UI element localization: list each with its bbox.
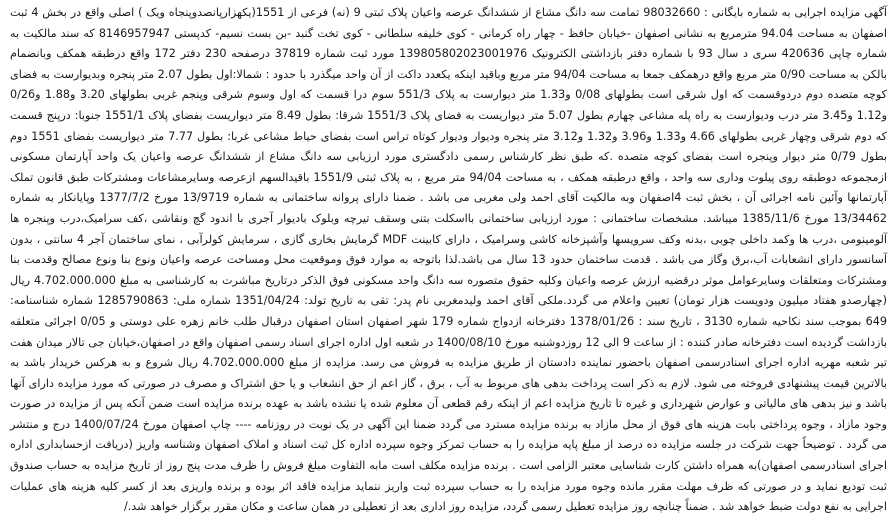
auction-notice-text: آگهی مزایده اجرایی به شماره بایگانی : 98032660 تمامت سه دانگ مشاع از ششدانگ عرصه واعیان پلاک ثبتی 9 (نه) فرعی از 1551(یکهزارپانصدوپنجاه ویک ) اصلی واقع در بخش 4 ثبت اصفهان به مساحت 94.04 مترمربع به نشانی اصفهان -خیابان حافظ - چهار راه کرمانی - کوی خلیفه سلطانی - کوی تخت گنبد -بن بست نسیم- کدپستی 8146957947 که سند مالکیت به شماره چاپی 420636 سری د سال 93 با شماره دفتر بازداشتی الکترونیک 139805802023001976 مورد ثبت شماره 37819 درصفحه 230 دفتر 172 واقع درطبقه همکف وبانضمام بالکن به مساحت 0/90 متر مربع واقع درهمکف جمعا به مساحت 94/04 متر مربع وباقید اینکه یکعدد داکت از آن واحد میگذرد با حدود : شمالا:اول بطول 2.07 متر پنجره وبدیوارست به فضای کوچه متصده دوم دردوقسمت که اول شرقی است بطولهای 0/08 و1.33 متر دیوارست به پلاک 551/3 سوم درا قسمت که اول وسوم شرقی وپنجم غربی بطولهای 3.20 و1.88 و0/26 و1.12 و3.45 متر درب ودیوارست به راه پله مشاعی چهارم بطول 5.07 متر دیواریست به فضای پلاک 1551/3 شرقا: بطول 8.49 متر دیواریست بفضای پلاک 1551/1 جنوبا: درپنج قسمت که دوم شرقی وچهار غربی بطولهای 4.66 و1.33 و3.96 و1.32 و3.12 متر پنجره ودیوار ودیوار کوتاه تراس است بفضای حیاط مشاعی غربا: بطول 7.77 متر دیواریست بفضای 1551 دوم بطول 0/79 متر دیوار وپنجره است بفضای کوچه متصده .که طبق نظر کارشناس رسمی دادگستری مورد ارزیابی سه دانگ مشاع از ششدانگ عرصه واعیان یک واحد آپارتمان مسکونی ازمجموعه دوطبقه روی پیلوت وداری سه واحد ، واقع درطبقه همکف ، به مساحت 94/04 متر مربع ، به پلاک ثبتی 1551/9 باقیدالسهم ازعرصه وسایرمشاعات ومشترکات طبق قانون تملک آپارتمانها وآئین نامه اجرائی آن ، بخش ثبت 4اصفهان وبه مالکیت آقای احمد ولی مغربی می باشد . ضمنا دارای پروانه ساختمانی به شماره 13/9719 مورخ 1377/7/2 وپایانکار به شماره 13/34462 مورخ 1385/11/6 میباشد. مشخصات ساختمانی : مورد ارزیابی ساختمانی بااسکلت بتنی وسقف تیرچه وبلوک بادیوار آجری با اندود گچ ونقاشی ،کف سرامیک،درب وپنجره ها آلومینومی ،درب ها وکمد داخلی چوبی ،بدنه وکف سرویسها وآشپزخانه کاشی وسرامیک ، دارای کابینت MDF گرمایش بخاری گازی ، سرمایش کولرآبی ، نمای ساختمان آجر 4 سانتی ، بدون آسانسور دارای انشعابات آب،برق وگاز می باشد . قدمت ساختمان حدود 13 سال می باشد.لذا باتوجه به موارد فوق وموقعیت محل ومساحت عرصه واعیان ونوع بنا ونوع مصالح وقدمت بنا ومشترکات ومتعلقات وسایرعوامل موثر درقضیه ارزش عرصه واعیان وکلیه حقوق متصوره سه دانگ واحد مسکونی فوق الذکر درتاریخ مباشرت به کارشناسی به مبلغ 4.702.000.000 ریال (چهارصدو هفتاد میلیون ودویست هزار تومان) تعیین واعلام می گردد.ملکی آقای احمد ولیدمغربی نام پدر: تقی به تاریخ تولد: 1351/04/24 شماره ملی: 1285790863 شماره شناسنامه: 649 بموجب سند نکاحیه شماره 3130 ، تاریخ سند : 1378/01/26 دفترخانه ازدواج شماره 179 شهر اصفهان استان اصفهان درقبال طلب خانم زهره علی دوستی و 0/05 اجرائی متعلقه بازداشت گردیده است دفترخانه صادر کننده : از ساعت 9 الی 12 روزدوشنبه مورخ 1400/08/10 در شعبه اول اداره اجرای اسناد رسمی اصفهان واقع در اصفهان،خیابان جی تالار میدان هفت تیر شعبه مهریه اداره اجرای اسنادرسمی اصفهان باحضور نماینده دادستان از طریق مزایده به فروش می رسد. مزایده از مبلغ 4.702.000.000 ریال شروع و به هرکس خریدار باشد به بالاترین قیمت پیشنهادی فروخته می شود. لازم به ذکر است پرداخت بدهی های مربوط به آب ، برق ، گاز اعم از حق انشعاب و یا حق اشتراک و مصرف در صورتی که مورد مزایده دارای آنها باشد و نیز بدهی های مالیاتی و عوارض شهرداری و غیره تا تاریخ مزایده اعم از اینکه رقم قطعی آن معلوم شده یا نشده باشد به عهده برنده مزایده است ضمن آنکه پس از مزایده در صورت وجود مازاد ، وجوه پرداختی بابت هزینه های فوق از محل مازاد به برنده مزایده مسترد می گردد ضمنا این آگهی در یک نوبت در روزنامه ---- چاپ اصفهان مورخ 1400/07/24 درج و منتشر می گردد . توضیحاً جهت شرکت در جلسه مزایده ده درصد از مبلغ پایه مزایده را به حساب تمرکز وجوه سپرده اداره کل ثبت اسناد و املاک اصفهان وشناسه واریز (دریافت ازحسابداری اداره اجرای اسنادرسمی اصفهان)به همراه داشتن کارت شناسایی معتبر الزامی است . برنده مزایده مکلف است مابه التفاوت مبلغ فروش را ظرف مدت پنج روز از تاریخ مزایده به حساب صندوق ثبت تودیع نماید و در صورتی که ظرف مهلت مقرر مانده وجوه مورد مزایده را به حساب سپرده ثبت واریز ننماید مزایده فاقد اثر بوده و برنده واریزی بعد از کسر کلیه هزینه های عملیات اجرایی به نفع دولت ضبط خواهد شد . ضمناً چنانچه روز مزایده تعطیل رسمی گردد، مزایده روز اداری بعد از تعطیلی در همان ساعت و مکان مقرر برگزار خواهد شد./ <box>10 6 888 514</box>
